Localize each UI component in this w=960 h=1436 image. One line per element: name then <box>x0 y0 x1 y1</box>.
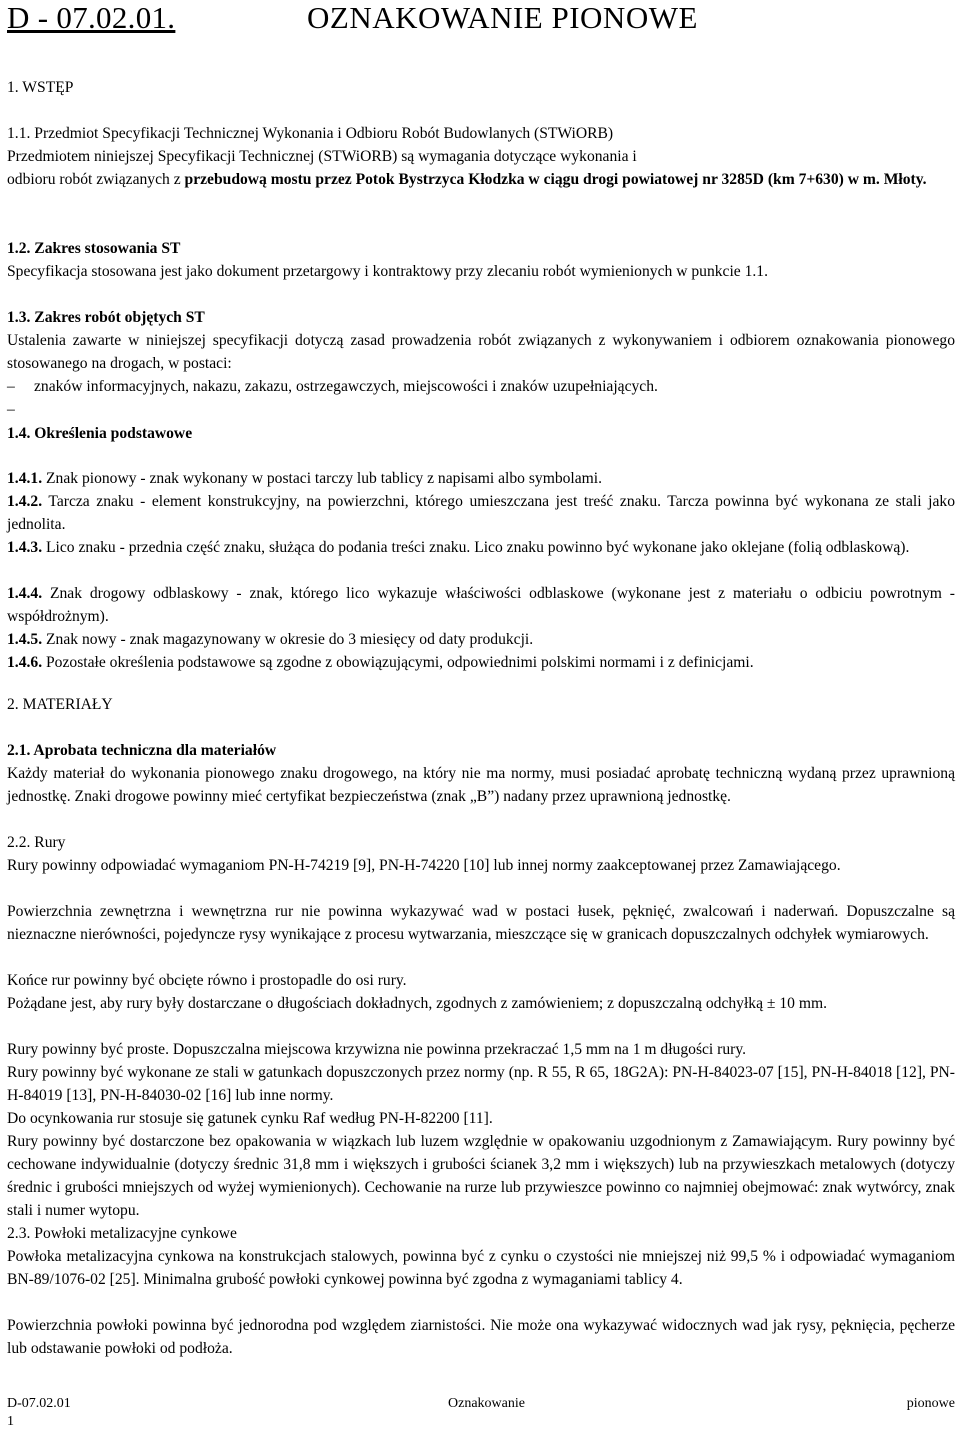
paragraph: Do ocynkowania rur stosuje się gatunek cynku Raf według PN-H-82200 [11]. <box>7 1110 493 1127</box>
list-item <box>7 375 955 398</box>
dash-marker: – <box>7 401 15 418</box>
section-1-1-line2-start: odbioru robót związanych z <box>7 171 185 188</box>
list-item-empty <box>7 398 955 421</box>
list-item-text: znaków informacyjnych, nakazu, zakazu, ostrzegawczych, miejscowości i znaków uzupełniających. <box>34 378 658 395</box>
definition-number: 1.4.3. <box>7 539 43 556</box>
definition-text: Tarcza znaku - element konstrukcyjny, na powierzchni, którego umieszczana jest treść znaku. Tarcza powinna być wykonana ze stali jako jednolita. <box>7 493 955 533</box>
page-number: 1 <box>7 1414 14 1429</box>
section-2-heading: 2. MATERIAŁY <box>7 696 113 713</box>
section-2-2-heading: 2.2. Rury <box>7 834 66 851</box>
definition-number: 1.4.5. <box>7 631 43 648</box>
project-name: przebudową mostu przez Potok Bystrzyca Kłodzka w ciągu drogi powiatowej nr 3285D (km 7+630) w m. Młoty. <box>184 171 927 188</box>
paragraph: Rury powinny być wykonane ze stali w gatunkach dopuszczonych przez normy (np. R 55, R 65, 18G2A): PN-H-84023-07 [15], PN-H-84018 [12], PN-H-84019 [13], PN-H-84030-02 [16] lub inne normy. <box>7 1064 955 1104</box>
document-title: OZNAKOWANIE PIONOWE <box>307 0 698 35</box>
section-1-1-heading: 1.1. Przedmiot Specyfikacji Technicznej Wykonania i Odbioru Robót Budowlanych (STWiORB) <box>7 125 614 142</box>
paragraph: Pożądane jest, aby rury były dostarczane o długościach dokładnych, zgodnych z zamówieniem; z dopuszczalną odchyłką ± 10 mm. <box>7 995 828 1012</box>
section-1-2-text: Specyfikacja stosowana jest jako dokument przetargowy i kontraktowy przy zlecaniu robót wymienionych w punkcie 1.1. <box>7 263 769 280</box>
paragraph: Powierzchnia zewnętrzna i wewnętrzna rur nie powinna wykazywać wad w postaci łusek, pęknięć, zwalcowań i naderwań. Dopuszczalne są nieznaczne nierówności, pojedyncze rysy wynikające z procesu wytwarzania, mieszczące się w granicach dopuszczalnych odchyłek wymiarowych. <box>7 903 955 943</box>
section-1-2-heading: 1.2. Zakres stosowania ST <box>7 240 181 257</box>
page-footer <box>7 1396 955 1414</box>
dash-marker: – <box>7 378 15 395</box>
footer-right: pionowe <box>906 1396 955 1411</box>
document-header <box>7 0 955 40</box>
definition-number: 1.4.2. <box>7 493 43 510</box>
paragraph: Końce rur powinny być obcięte równo i prostopadle do osi rury. <box>7 972 407 989</box>
definition-number: 1.4.6. <box>7 654 43 671</box>
definition-text: Znak nowy - znak magazynowany w okresie do 3 miesięcy od daty produkcji. <box>46 631 534 648</box>
definition-item <box>7 651 955 674</box>
definition-item <box>7 490 955 536</box>
section-1-3-heading: 1.3. Zakres robót objętych ST <box>7 309 205 326</box>
definition-text: Znak drogowy odblaskowy - znak, którego lico wykazuje właściwości odblaskowe (wykonane jest z materiału o odbiciu powrotnym - współdrożnym). <box>7 585 955 625</box>
definition-number: 1.4.1. <box>7 470 43 487</box>
footer-center: Oznakowanie <box>448 1396 525 1411</box>
section-1-4-heading: 1.4. Określenia podstawowe <box>7 425 193 442</box>
definition-text: Lico znaku - przednia część znaku, służąca do podania treści znaku. Lico znaku powinno być wykonane jako oklejane (folią odblaskową). <box>46 539 910 556</box>
definition-text: Pozostałe określenia podstawowe są zgodne z obowiązującymi, odpowiednimi polskimi normami i z definicjami. <box>46 654 754 671</box>
paragraph: Rury powinny być dostarczone bez opakowania w wiązkach lub luzem względnie w opakowaniu uzgodnionym z Zamawiającym. Rury powinny być cechowane indywidualnie (dotyczy średnic 31,8 mm i większych i grubości ścianek 3,2 mm i większych) lub na przywieszkach metalowych (dotyczy średnic i grubości mniejszych od wyżej wymienionych). Cechowanie na rurze lub przywieszce powinno co najmniej obejmować: znak wytwórcy, znak stali i numer wytopu. <box>7 1133 955 1219</box>
section-2-3-heading: 2.3. Powłoki metalizacyjne cynkowe <box>7 1225 237 1242</box>
section-1-1-line2 <box>7 168 955 191</box>
section-1-1-line1: Przedmiotem niniejszej Specyfikacji Technicznej (STWiORB) są wymagania dotyczące wykonania i <box>7 148 637 165</box>
definition-text: Znak pionowy - znak wykonany w postaci tarczy lub tablicy z napisami albo symbolami. <box>46 470 603 487</box>
paragraph: Powierzchnia powłoki powinna być jednorodna pod względem ziarnistości. Nie może ona wykazywać widocznych wad jak rysy, pęknięcia, pęcherze lub odstawanie powłoki od podłoża. <box>7 1317 955 1357</box>
footer-code: D-07.02.01 <box>7 1396 71 1411</box>
definition-item <box>7 536 955 559</box>
spec-code: D - 07.02.01. <box>7 0 176 35</box>
section-1-3-text: Ustalenia zawarte w niniejszej specyfikacji dotyczą zasad prowadzenia robót związanych z wykonywaniem i odbiorem oznakowania pionowego stosowanego na drogach, w postaci: <box>7 332 955 372</box>
section-1-heading: 1. WSTĘP <box>7 79 74 96</box>
paragraph: Powłoka metalizacyjna cynkowa na konstrukcjach stalowych, powinna być z cynku o czystości nie mniejszej niż 99,5 % i odpowiadać wymaganiom BN-89/1076-02 [25]. Minimalna grubość powłoki cynkowej powinna być zgodna z wymaganiami tablicy 4. <box>7 1248 955 1288</box>
paragraph: Rury powinny być proste. Dopuszczalna miejscowa krzywizna nie powinna przekraczać 1,5 mm na 1 m długości rury. <box>7 1041 747 1058</box>
definition-item <box>7 628 955 651</box>
section-2-1-heading: 2.1. Aprobata techniczna dla materiałów <box>7 742 277 759</box>
definition-number: 1.4.4. <box>7 585 43 602</box>
definition-item <box>7 582 955 628</box>
section-2-1-text: Każdy materiał do wykonania pionowego znaku drogowego, na który nie ma normy, musi posiadać aprobatę techniczną wydaną przez uprawnioną jednostkę. Znaki drogowe powinny mieć certyfikat bezpieczeństwa (znak „B”) nadany przez uprawnioną jednostkę. <box>7 765 955 805</box>
definition-item <box>7 467 955 490</box>
paragraph: Rury powinny odpowiadać wymaganiom PN-H-74219 [9], PN-H-74220 [10] lub innej normy zaakceptowanej przez Zamawiającego. <box>7 857 841 874</box>
